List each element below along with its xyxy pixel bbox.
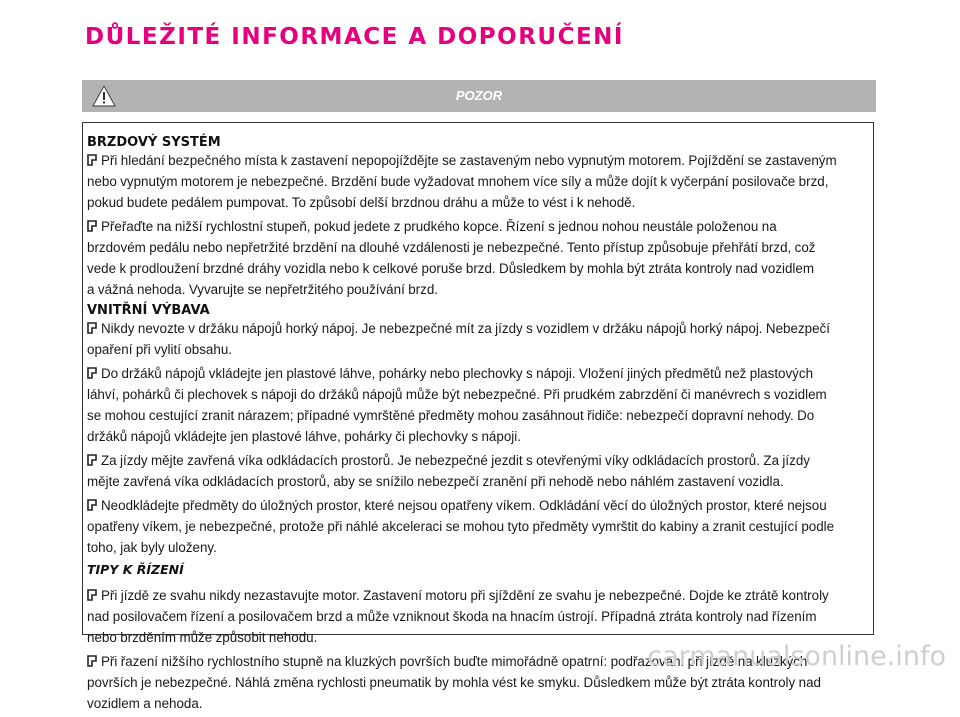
text-line: površích je nebezpečné. Náhlá změna rychlosti pneumatik by mohla vést ke smyku. Důsledkem může být ztráta kontroly nad — [87, 675, 821, 690]
warning-text — [87, 135, 875, 717]
paragraph — [87, 495, 875, 558]
section-heading-interior: VNITŘNÍ VÝBAVA — [87, 303, 210, 318]
text-line: opatřeny víkem, je nebezpečné, protože při náhlé akceleraci se mohou tyto předměty vymrštit do kabiny a zranit cestující podle — [87, 519, 835, 534]
paragraph — [87, 318, 875, 360]
text-line: Za jízdy mějte zavřená víka odkládacích prostorů. Je nebezpečné jezdit s otevřenými víky odkládacích prostorů. Za jízdy — [101, 453, 810, 468]
section-heading-tips: TIPY K ŘÍZENÍ — [87, 562, 184, 577]
text-line: láhví, pohárků či plechovek s nápoji do držáků nápojů může být nebezpečné. Při prudkém zabrzdění či manévrech s vozidlem — [87, 387, 827, 402]
warning-label: POZOR — [455, 88, 503, 103]
paragraph — [87, 585, 875, 648]
text-line: Neodkládejte předměty do úložných prostor, které nejsou opatřeny víkem. Odkládání věcí do úložných prostor, které nejsou — [101, 498, 827, 513]
text-line: Při hledání bezpečného místa k zastavení nepopojíždějte se zastaveným nebo vypnutým motorem. Pojíždění se zastaveným — [101, 153, 837, 168]
bullet-icon — [87, 454, 97, 466]
text-line: Nikdy nevozte v držáku nápojů horký nápoj. Je nebezpečné mít za jízdy s vozidlem v držáku nápojů horký nápoj. Nebezpečí — [101, 321, 830, 336]
text-line: nad posilovačem řízení a posilovačem brzd a může vzniknout škoda na hnacím ústrojí. Případná ztráta kontroly nad řízením — [87, 609, 817, 624]
paragraph — [87, 150, 875, 213]
bullet-icon — [87, 220, 97, 232]
paragraph — [87, 363, 875, 447]
paragraph — [87, 216, 875, 300]
bullet-icon — [87, 367, 97, 379]
text-line: Při řazení nižšího rychlostního stupně na kluzkých površích buďte mimořádně opatrní: podřazování při jízdě na kluzkých — [101, 654, 808, 669]
text-line: opaření při vylití obsahu. — [87, 342, 232, 357]
text-line: Při jízdě ze svahu nikdy nezastavujte motor. Zastavení motoru při sjíždění ze svahu je nebezpečné. Dojde ke ztrátě kontroly — [101, 588, 829, 603]
text-line: mějte zavřená víka odkládacích prostorů, aby se snížilo nebezpečí zranění při nehodě nebo náhlém zastavení vozidla. — [87, 474, 784, 489]
watermark: carmanualsonline.info — [647, 641, 946, 672]
warning-banner — [82, 80, 876, 112]
text-line: pokud budete pedálem pumpovat. To způsobí delší brzdnou dráhu a může to vést i k nehodě. — [87, 195, 636, 210]
text-line: se mohou cestující zranit nárazem; případné vymrštěné předměty mohou zasáhnout řidiče: nebezpečí dopravní nehody. Do — [87, 408, 815, 423]
bullet-icon — [87, 589, 97, 601]
text-line: nebo brzděním může způsobit nehodu. — [87, 630, 318, 645]
text-line: vede k prodloužení brzdné dráhy vozidla nebo k celkové poruše brzd. Důsledkem by mohla být ztráta kontroly nad vozidlem — [87, 261, 815, 276]
text-line: a vážná nehoda. Vyvarujte se nepřetržitého používání brzd. — [87, 282, 438, 297]
bullet-icon — [87, 322, 97, 334]
bullet-icon — [87, 655, 97, 667]
section-heading-brakes: BRZDOVÝ SYSTÉM — [87, 135, 221, 150]
text-line: brzdovém pedálu nebo nepřetržité brzdění na dlouhé vzdálenosti je nebezpečné. Tento přístup způsobuje přehřátí brzd, což — [87, 240, 816, 255]
text-line: Přeřaďte na nižší rychlostní stupeň, pokud jedete z prudkého kopce. Řízení s jednou nohou neustále položenou na — [101, 219, 777, 234]
text-line: Do držáků nápojů vkládejte jen plastové láhve, pohárky nebo plechovky s nápoji. Vložení jiných předmětů než plastových — [101, 366, 814, 381]
bullet-icon — [87, 499, 97, 511]
text-line: nebo vypnutým motorem je nebezpečné. Brzdění bude vyžadovat mnohem více síly a může dojít k vyčerpání posilovače brzd, — [87, 174, 829, 189]
paragraph — [87, 450, 875, 492]
bullet-icon — [87, 154, 97, 166]
text-line: držáků nápojů vkládejte jen plastové láhve, pohárky či plechovky s nápoji. — [87, 429, 521, 444]
text-line: vozidlem a nehoda. — [87, 696, 203, 711]
text-line: toho, jak byly uloženy. — [87, 540, 217, 555]
page-title: DŮLEŽITÉ INFORMACE A DOPORUČENÍ — [85, 24, 624, 50]
